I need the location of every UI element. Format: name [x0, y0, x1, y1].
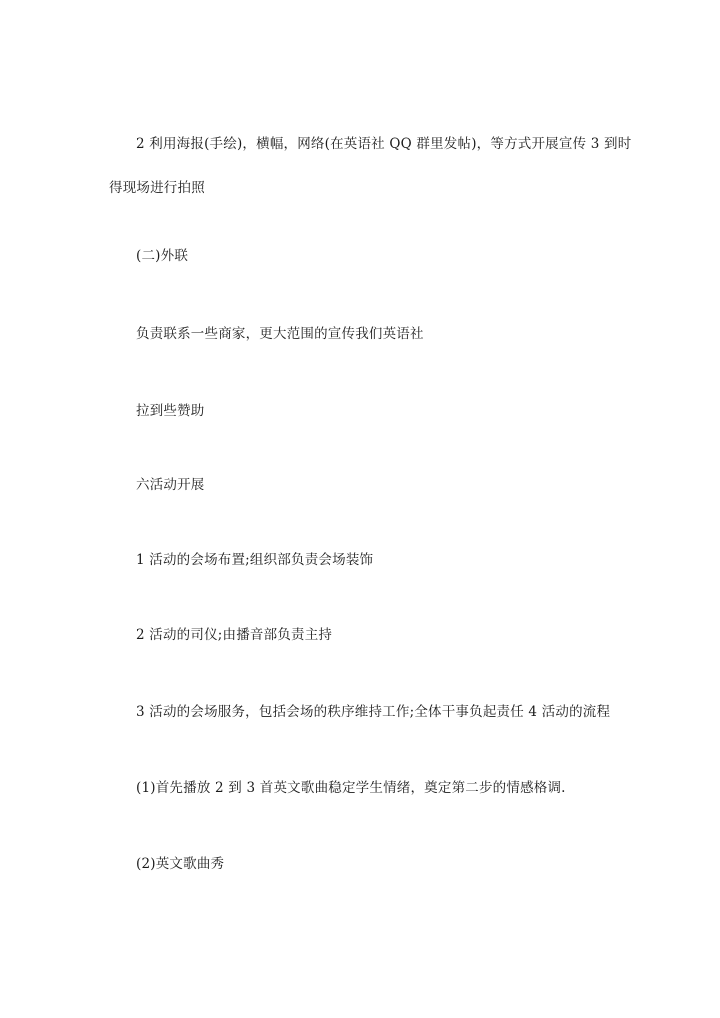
list-item-venue-service: 3 活动的会场服务，包括会场的秩序维持工作;全体干事负起责任 4 活动的流程 — [136, 704, 611, 720]
list-item-step-two: (2)英文歌曲秀 — [136, 856, 225, 872]
paragraph-promotion-methods-continued: 得现场进行拍照 — [109, 180, 205, 196]
list-item-host: 2 活动的司仪;由播音部负责主持 — [136, 627, 333, 643]
paragraph-contact-merchants: 负责联系一些商家，更大范围的宣传我们英语社 — [136, 326, 424, 342]
paragraph-promotion-methods: 2 利用海报(手绘)，横幅，网络(在英语社 QQ 群里发帖)，等方式开展宣传 3 到时 — [136, 136, 632, 152]
paragraph-sponsorship: 拉到些赞助 — [136, 403, 205, 419]
list-item-step-one: (1)首先播放 2 到 3 首英文歌曲稳定学生情绪，奠定第二步的情感格调. — [136, 780, 566, 796]
section-heading-activity: 六活动开展 — [136, 477, 205, 493]
list-item-venue-setup: 1 活动的会场布置;组织部负责会场装饰 — [136, 552, 374, 568]
section-heading-external-relations: (二)外联 — [136, 248, 189, 264]
